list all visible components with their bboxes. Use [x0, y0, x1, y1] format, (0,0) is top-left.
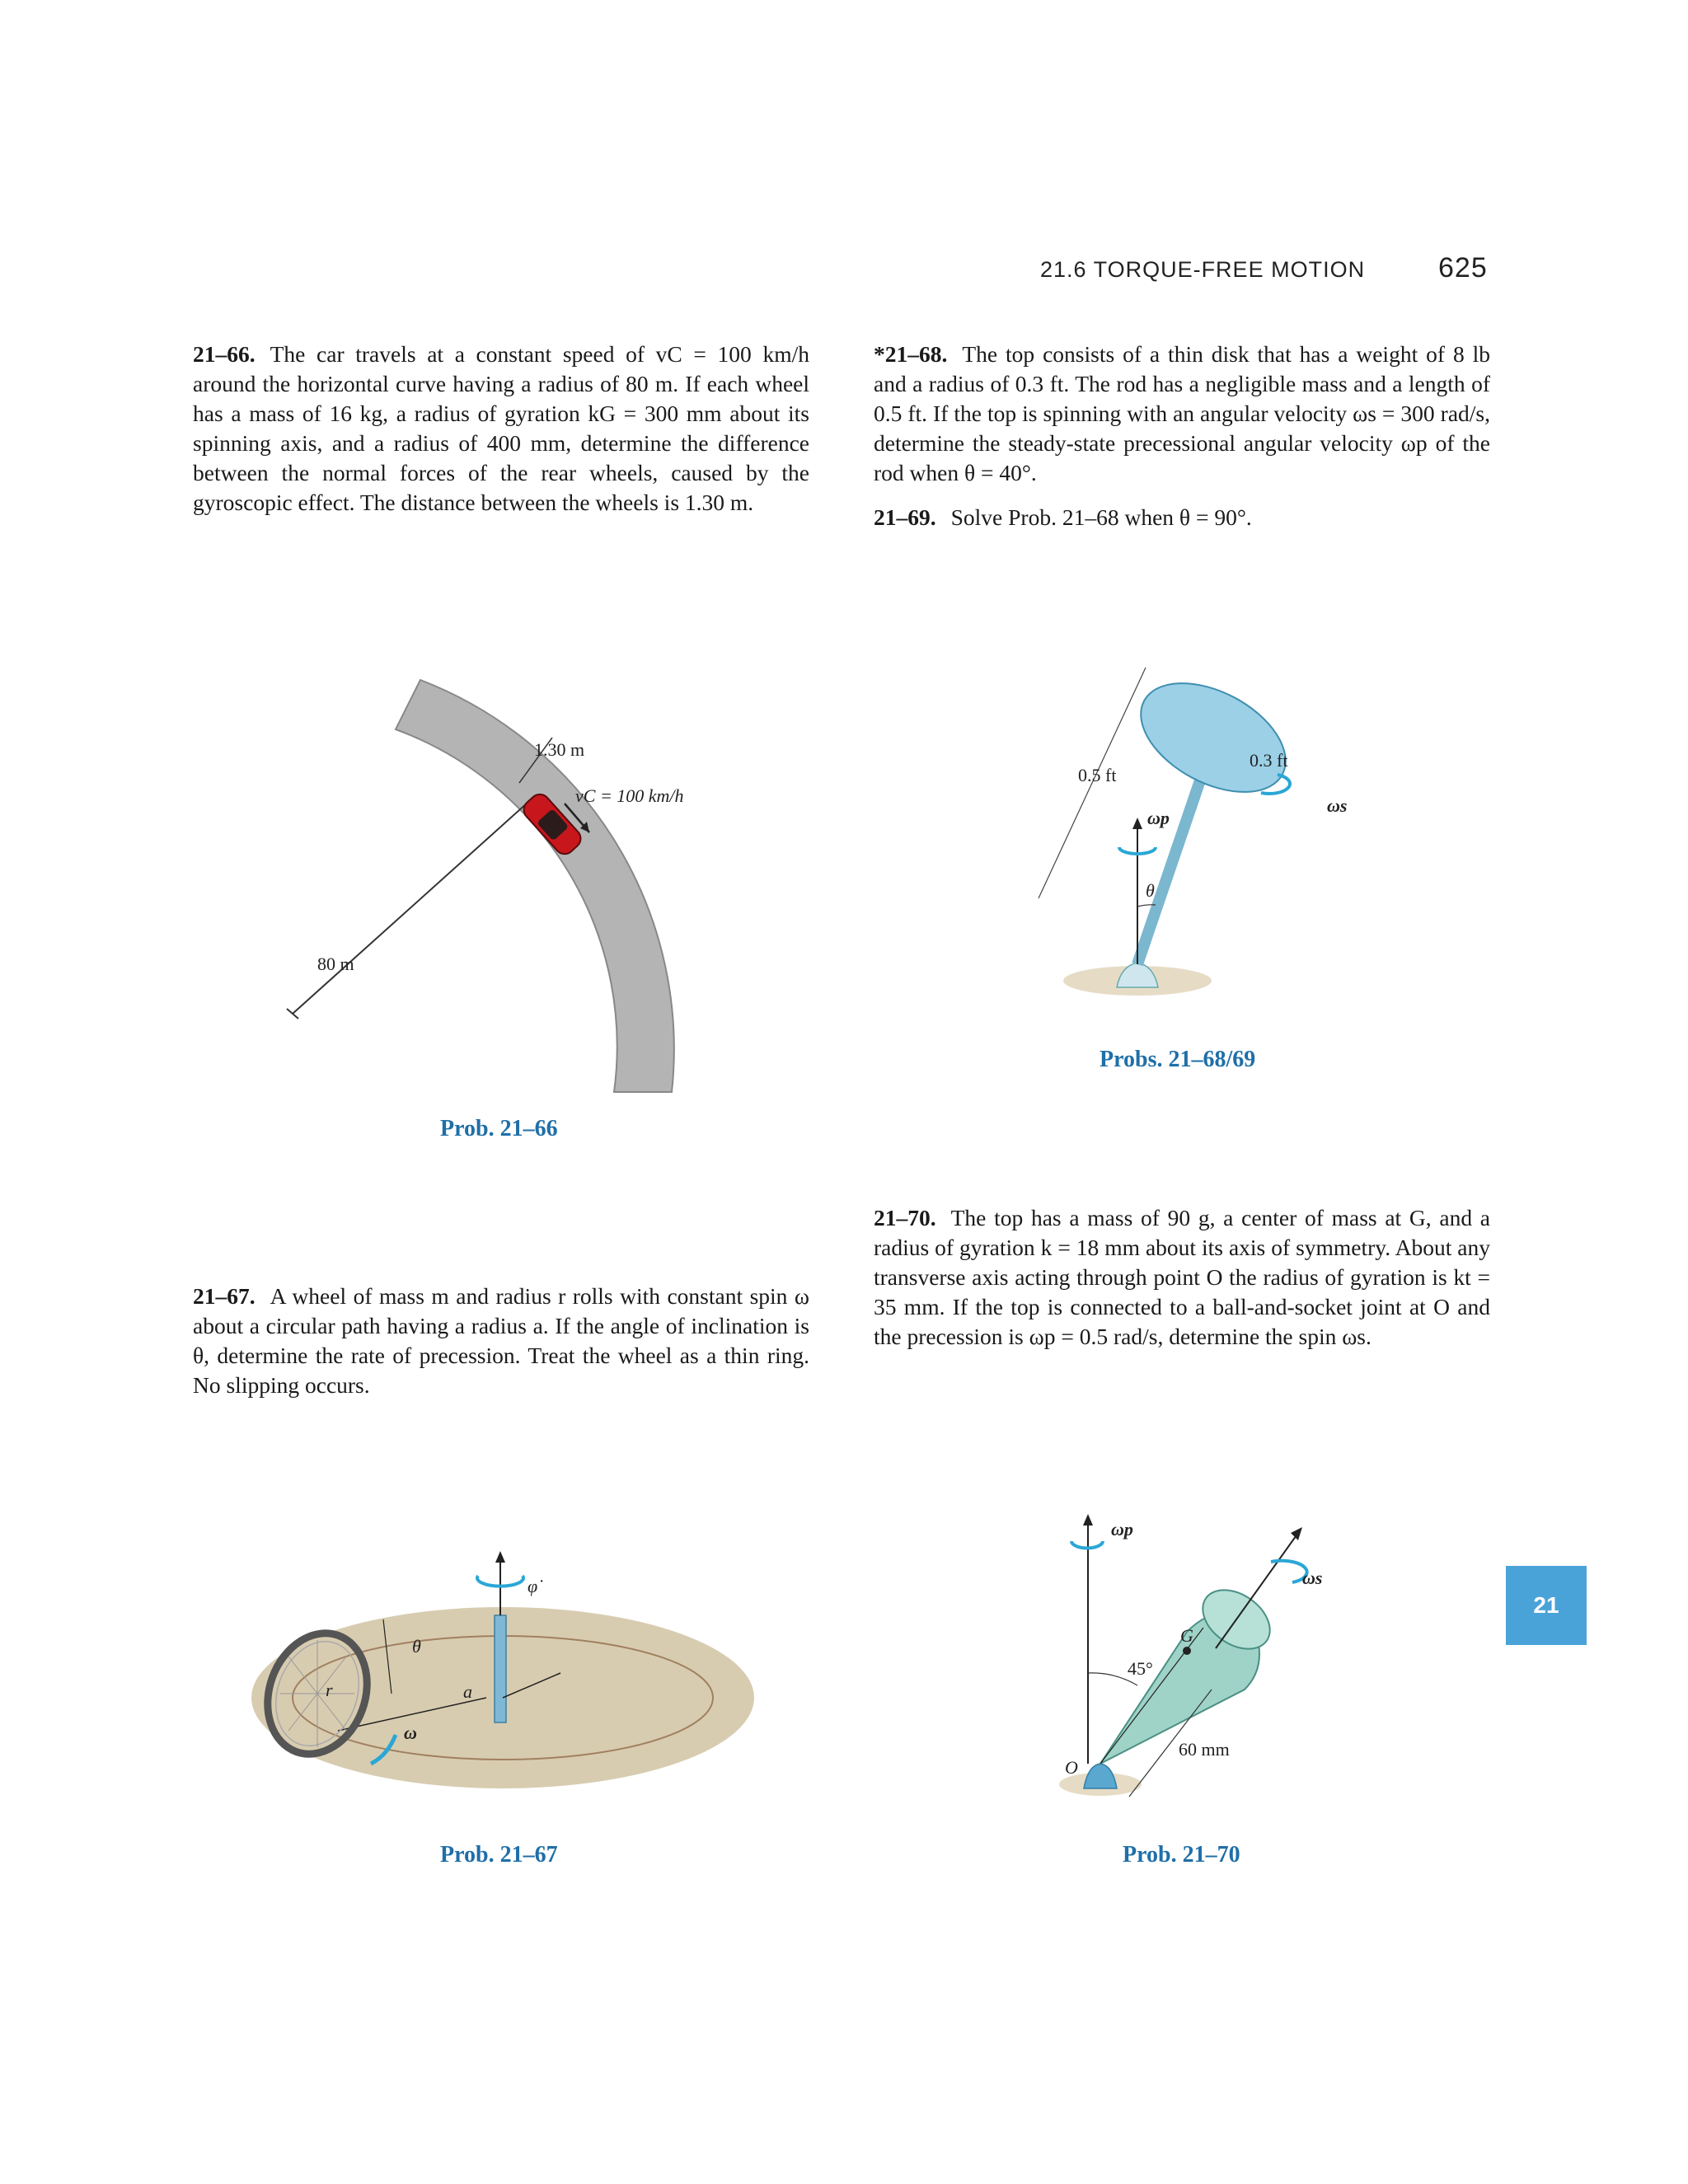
socket-base [1084, 1764, 1117, 1788]
center-of-mass-G [1183, 1647, 1191, 1655]
problem-21-69 [874, 503, 1490, 532]
figure-caption: Prob. 21–67 [440, 1842, 558, 1868]
problem-number: 21–66. [193, 341, 256, 367]
label-speed: vC = 100 km/h [575, 785, 684, 806]
radius-line [293, 795, 536, 1014]
label-G: G [1180, 1625, 1193, 1646]
label-a: a [463, 1681, 472, 1702]
label-theta: θ [412, 1636, 421, 1657]
problem-text: The car travels at a constant speed of vC = 100 km/h around the horizontal curve having a radius of 80 m. If each wheel has a mass of 16 kg, a radius of gyration kG = 300 mm about its spinning axis, and a radius of 400 mm, determine the difference between the normal forces of the rear wheels, caused by the gyroscopic effect. The distance between the wheels is 1.30 m. [193, 341, 809, 515]
figure-21-66 [272, 659, 734, 1104]
running-header-section: 21.6 TORQUE-FREE MOTION [1040, 257, 1366, 282]
label-disk-radius: 0.3 ft [1250, 750, 1288, 771]
problem-number: 21–67. [193, 1283, 256, 1309]
problem-21-68 [874, 340, 1490, 488]
problem-text: Solve Prob. 21–68 when θ = 90°. [950, 504, 1252, 530]
figure-21-67 [247, 1533, 758, 1813]
problem-21-67 [193, 1282, 809, 1400]
page-number: 625 [1438, 252, 1488, 284]
figure-21-68-69 [1022, 659, 1385, 1022]
label-radius: 80 m [317, 954, 354, 974]
problem-number: 21–70. [874, 1205, 936, 1230]
label-omega-s: ωs [1302, 1568, 1323, 1588]
label-phi-dot: φ̇ [528, 1576, 538, 1596]
problem-text: The top consists of a thin disk that has a weight of 8 lb and a radius of 0.3 ft. The rod has a negligible mass and a length of 0.5 ft. If the top is spinning with an angular velocity ωs = 300 rad/s, determine the steady-state precessional angular velocity ωp of the rod when θ = 40°. [874, 341, 1490, 485]
figure-caption: Probs. 21–68/69 [1100, 1047, 1256, 1072]
figure-caption: Prob. 21–66 [440, 1116, 558, 1141]
label-width: 1.30 m [534, 739, 585, 760]
label-angle: 45° [1128, 1658, 1153, 1679]
figure-21-70 [1055, 1500, 1385, 1830]
figure-caption: Prob. 21–70 [1123, 1842, 1240, 1868]
label-omega-p: ωp [1111, 1519, 1133, 1540]
central-post [495, 1615, 506, 1722]
problem-21-66 [193, 340, 809, 518]
label-omega: ω [404, 1722, 417, 1743]
problem-21-70 [874, 1203, 1490, 1352]
problem-number: *21–68. [874, 341, 948, 367]
label-theta: θ [1146, 880, 1155, 901]
label-omega-p: ωp [1147, 808, 1170, 828]
chapter-tab: 21 [1506, 1566, 1587, 1645]
problem-number: 21–69. [874, 504, 936, 530]
label-O: O [1065, 1757, 1078, 1778]
label-omega-s: ωs [1327, 795, 1348, 816]
problem-text: A wheel of mass m and radius r rolls with constant spin ω about a circular path having a radius a. If the angle of inclination is θ, determine the rate of precession. Treat the wheel as a thin ring. No slipping occurs. [193, 1283, 809, 1398]
problem-text: The top has a mass of 90 g, a center of mass at G, and a radius of gyration k = 18 mm about its axis of symmetry. About any transverse axis acting through point O the radius of gyration is kt = 35 mm. If the top is connected to a ball-and-socket joint at O and the precession is ωp = 0.5 rad/s, determine the spin ωs. [874, 1205, 1490, 1349]
label-r: r [326, 1680, 333, 1700]
label-distance: 60 mm [1179, 1739, 1230, 1760]
label-rod-length: 0.5 ft [1078, 765, 1117, 785]
